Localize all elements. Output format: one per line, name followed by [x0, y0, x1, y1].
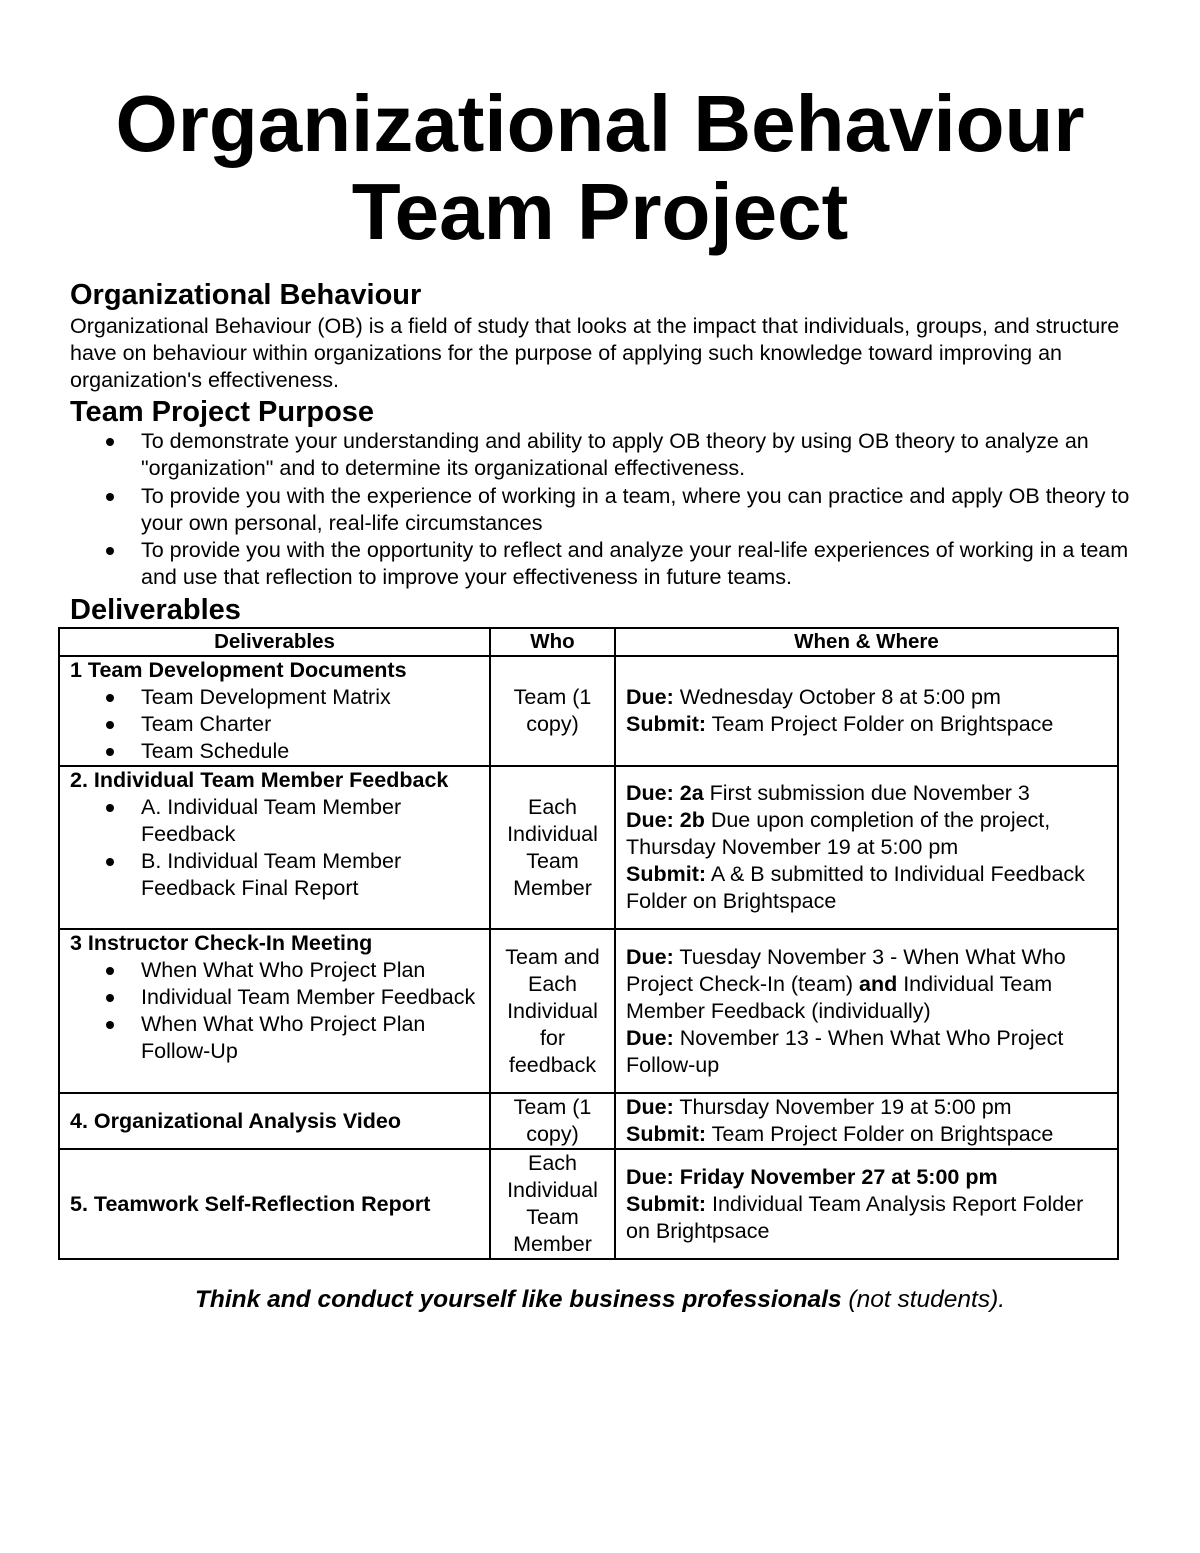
when-label: Submit: — [626, 1191, 707, 1216]
purpose-list — [70, 428, 1140, 592]
when-line — [626, 1121, 1107, 1148]
when-cell — [615, 1149, 1118, 1259]
when-text: Due upon completion of the project, Thursday November 19 at 5:00 pm — [626, 808, 1051, 859]
when-label: Submit: — [626, 1122, 707, 1146]
ob-description: Organizational Behaviour (OB) is a field of study that looks at the impact that individuals, groups, and structure have on behaviour within organizations for the purpose of applying such knowledge toward improving an organization's effectiveness. — [70, 314, 1120, 392]
when-text: Individual Team Member Feedback (individually) — [626, 971, 1053, 1023]
when-cell — [615, 929, 1118, 1093]
footer-normal-text: (not students). — [841, 1286, 1006, 1313]
table-row — [59, 766, 1118, 929]
bullet-icon — [106, 748, 114, 756]
who-cell: Team (1 copy) — [490, 1093, 615, 1149]
list-item — [70, 684, 479, 711]
bullet-icon — [106, 721, 114, 729]
deliverable-title: 2. Individual Team Member Feedback — [70, 768, 449, 792]
table-row — [59, 656, 1118, 766]
when-line — [626, 684, 1107, 711]
bullet-icon — [106, 694, 114, 702]
purpose-item — [70, 483, 1140, 538]
when-text: A & B submitted to Individual Feedback Folder on Brightspace — [626, 862, 1085, 913]
who-cell: Team (1 copy) — [490, 656, 615, 766]
when-cell — [615, 766, 1118, 929]
deliverable-items — [70, 957, 479, 1065]
deliverable-items — [70, 684, 479, 765]
when-text: Team Project Folder on Brightspace — [706, 712, 1054, 736]
purpose-item-text: To provide you with the opportunity to reflect and analyze your real-life experiences of working in a team and use that reflection to improve your effectiveness in future teams. — [141, 538, 1129, 590]
list-item-text: Team Charter — [141, 712, 272, 736]
when-text: Wednesday October 8 at 5:00 pm — [673, 685, 1001, 709]
bullet-icon — [106, 967, 114, 975]
purpose-item-text: To demonstrate your understanding and ability to apply OB theory by using OB theory to analyze an "organization" and to determine its organizational effectiveness. — [141, 429, 1089, 481]
when-text: Individual Team Analysis Report Folder on Brightpsace — [626, 1191, 1084, 1243]
page-title-line-2: Team Project — [351, 167, 849, 256]
bullet-icon — [106, 493, 114, 501]
who-cell: Each Individual Team Member — [490, 766, 615, 929]
when-line — [626, 711, 1107, 738]
purpose-item — [70, 537, 1140, 592]
bullet-icon — [106, 1021, 114, 1029]
when-label: Due: 2b — [626, 808, 705, 832]
when-line — [626, 944, 1107, 1025]
column-header-when-where: When & Where — [615, 628, 1118, 656]
deliverable-cell — [59, 656, 490, 766]
list-item — [70, 984, 479, 1011]
column-header-who: Who — [490, 628, 615, 656]
bullet-icon — [106, 547, 114, 555]
list-item — [70, 738, 479, 765]
deliverable-title: 4. Organizational Analysis Video — [70, 1108, 401, 1133]
when-text: November 13 - When What Who Project Follow-up — [626, 1025, 1064, 1077]
deliverables-table — [58, 627, 1119, 1260]
list-item — [70, 957, 479, 984]
table-row — [59, 1149, 1118, 1259]
deliverable-title: 3 Instructor Check-In Meeting — [70, 931, 373, 955]
deliverable-cell — [59, 766, 490, 929]
page-title-line-1: Organizational Behaviour — [115, 79, 1085, 168]
purpose-item-text: To provide you with the experience of working in a team, where you can practice and apply OB theory to your own personal, real-life circumstances — [141, 483, 1130, 535]
bullet-icon — [106, 438, 114, 446]
deliverable-items — [70, 794, 479, 902]
list-item-text: Team Development Matrix — [141, 685, 391, 709]
when-label: Due: — [626, 944, 674, 969]
bullet-icon — [106, 858, 114, 866]
deliverable-cell — [59, 1093, 490, 1149]
when-label: Due: — [626, 685, 674, 709]
deliverable-cell — [59, 1149, 490, 1259]
when-text: Team Project Folder on Brightspace — [706, 1122, 1054, 1146]
list-item-text: B. Individual Team Member Feedback Final Report — [141, 849, 402, 900]
when-line — [626, 1025, 1107, 1079]
table-header-row — [59, 628, 1118, 656]
column-header-deliverables: Deliverables — [59, 628, 490, 656]
list-item-text: Team Schedule — [141, 739, 290, 763]
when-line — [626, 780, 1107, 807]
when-line — [626, 1191, 1107, 1245]
when-label: Due: 2a — [626, 781, 704, 805]
list-item-text: When What Who Project Plan Follow-Up — [141, 1012, 426, 1063]
list-item-text: A. Individual Team Member Feedback — [141, 795, 402, 846]
list-item-text: Individual Team Member Feedback — [141, 985, 476, 1009]
ob-heading: Organizational Behaviour — [70, 279, 422, 311]
table-row — [59, 929, 1118, 1093]
list-item — [70, 794, 479, 848]
deliverable-cell — [59, 929, 490, 1093]
who-cell: Each Individual Team Member — [490, 1149, 615, 1259]
when-label: Due: — [626, 1095, 674, 1119]
purpose-item — [70, 428, 1140, 483]
deliverables-heading: Deliverables — [70, 594, 241, 626]
footer-bold-text: Think and conduct yourself like business professionals — [194, 1286, 842, 1313]
who-cell: Team and Each Individual for feedback — [490, 929, 615, 1093]
when-text: Thursday November 19 at 5:00 pm — [673, 1095, 1012, 1119]
list-item-text: When What Who Project Plan — [141, 958, 426, 982]
when-line — [626, 861, 1107, 915]
when-line — [626, 1094, 1107, 1121]
when-label: Due: Friday November 27 at 5:00 pm — [626, 1164, 998, 1189]
bullet-icon — [106, 994, 114, 1002]
list-item — [70, 1011, 479, 1065]
deliverable-title: 5. Teamwork Self-Reflection Report — [70, 1191, 431, 1216]
footer-note — [0, 1285, 1200, 1315]
when-cell — [615, 656, 1118, 766]
when-line — [626, 807, 1107, 861]
when-label: Submit: — [626, 712, 707, 736]
when-text: First submission due November 3 — [703, 781, 1030, 805]
list-item — [70, 848, 479, 902]
table-row — [59, 1093, 1118, 1149]
when-label: and — [858, 971, 898, 996]
when-text: Tuesday November 3 - When What Who Project Check-In (team) — [626, 944, 1066, 996]
when-line — [626, 1164, 1107, 1191]
when-cell — [615, 1093, 1118, 1149]
list-item — [70, 711, 479, 738]
purpose-heading: Team Project Purpose — [70, 396, 375, 428]
bullet-icon — [106, 804, 114, 812]
when-label: Submit: — [626, 862, 707, 886]
deliverable-title: 1 Team Development Documents — [70, 658, 407, 682]
when-label: Due: — [626, 1025, 674, 1050]
